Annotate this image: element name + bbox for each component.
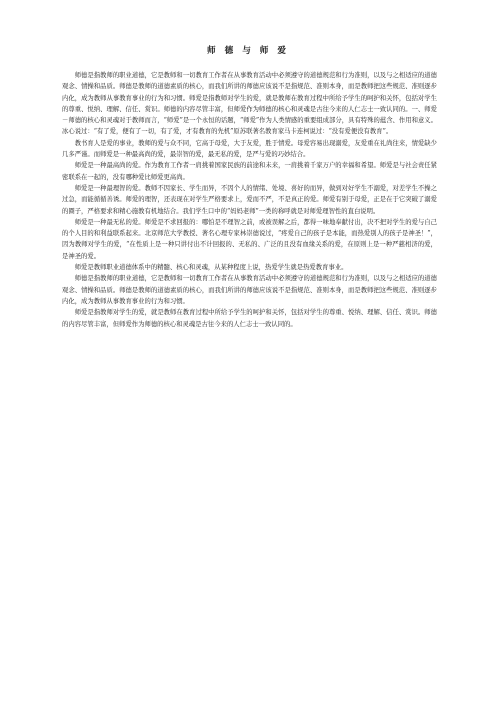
paragraph: 师爱是一种最无私的爱。师爱是不求回报的：哪怕是不理智之前，或被误解之后，都得一味地奉献付出，决不把对学生的爱与自己的个人目的和利益联系起来。北京师范大学教授、著名心理专家林崇德说过，“疼爱自己的孩子是本能，而热爱别人的孩子是神圣！”，因为教师对学生的爱，“在性质上是一种只讲付出不计回报的、无私的、广泛的且没有血缘关系的爱，在原则上是一种严慈相济的爱，是神圣的爱。: [62, 218, 437, 260]
document-title: 师 德 与 师 爱: [207, 46, 289, 56]
paragraph: 师德是指教师的职业道德，它是教师和一切教育工作者在从事教育活动中必须遵守的道德规范和行为准则，以及与之相适应的道德观念、情操和品质。师德是教师的道德素质的核心，而我们所讲的师德应该说不是指规范、准则本身，而是教师把这些规范、准则逐步内化，成为教师从事教育事业的行为和习惯。师爱是指教师对学生的爱，就是教师在教育过程中所给予学生的呵护和关怀，包括对学生的尊重、悦纳、理解、信任、赏识。师德的内容尽管丰富，但师爱作为师德的核心和灵魂是古往今来的人仁志士一致认同的。一、师爱－师德的核心和灵魂对于教师而言，“师爱”是一个永恒的话题，“师爱”作为人类情感的重要组成部分，具有特殊的蕴含、作用和意义。冰心说过：“有了爱，便有了一切，有了爱，才有教育的先机”原苏联著名教育家马卡连柯说过：“没有爱便没有教育”。: [62, 72, 437, 136]
document-body: [62, 70, 437, 330]
paragraph: 师爱是一种最理智的爱。教师不因家长、学生而异，不因个人的情绪、处境、喜好的而异，做到对好学生不溺爱，对差学生不操之过急，而能循循善诱。师爱的理智，还表现在对学生严格要求上，爱而不严，不是真正的爱。师爱有别于母爱，正是在于它突破了溺爱的圈子，严格要求和精心施教有机地结合。我们学生口中的“妈妈老师”一类的称呼就是对师爱理智性的直白说明。: [62, 184, 437, 215]
paragraph: 师爱是一种最高尚的爱。作为教育工作者一肩挑着国家民族的前途和未来，一肩挑着千家万户的幸福和希望。师爱是与社会责任紧密联系在一起的，没有哪种爱比师爱更高尚。: [62, 162, 437, 181]
paragraph: 师爱是指教师对学生的爱，就是教师在教育过程中所给予学生的呵护和关怀，包括对学生的尊重、悦纳、理解、信任、赏识。师德的内容尽管丰富，但师爱作为师德的核心和灵魂是古往今来的人仁志士一致认同的。: [62, 309, 437, 328]
paragraph: 师爱是教师职业道德体系中的精髓、核心和灵魂，从某种程度上说，热爱学生就是热爱教育事业。: [74, 264, 348, 272]
paragraph: 教书育人是爱的事业，教师的爱与众不同，它高于母爱，大于友爱，胜于情爱。母爱容易出现溺爱，友爱重在礼尚往来，情爱缺少几多严谨。而师爱是一种最高尚的爱，最崇智的爱，最无私的爱，是严与爱的巧妙结合。: [62, 139, 437, 159]
paragraph: 师德是指教师的职业道德，它是教师和一切教育工作者在从事教育活动中必须遵守的道德规范和行为准则，以及与之相适应的道德观念、情操和品质。师德是教师的道德素质的核心，而我们所讲的师德应该说不是指规范、准则本身，而是教师把这些规范、准则逐步内化，成为教师从事教育事业的行为和习惯。: [62, 275, 437, 305]
